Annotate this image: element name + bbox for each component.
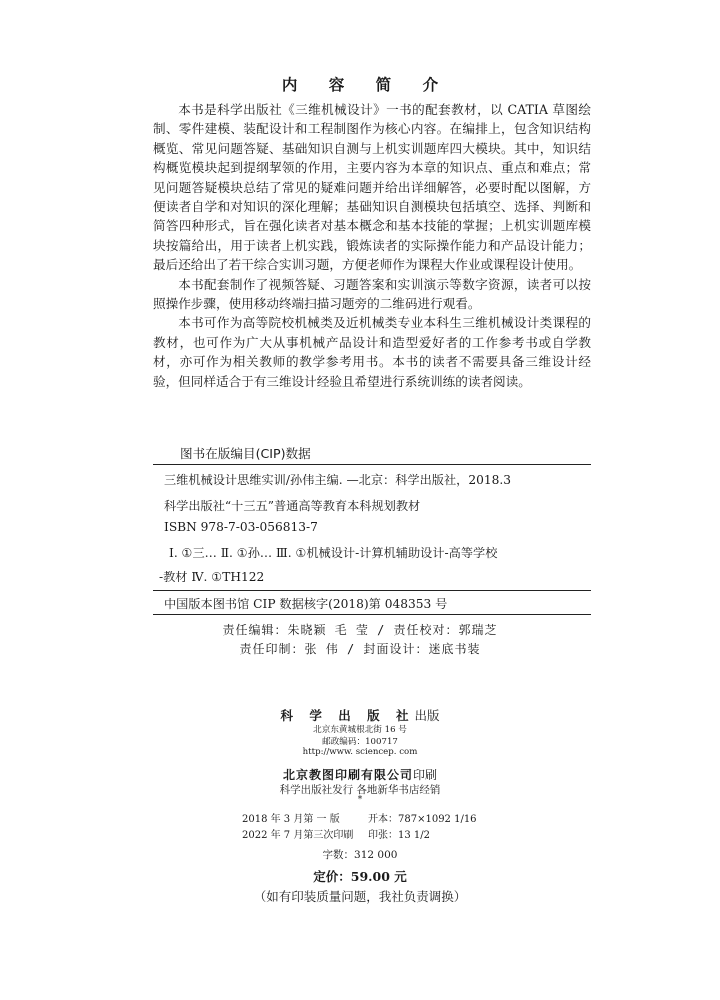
printing-date: 2022 年 7 月第三次印刷 [242, 830, 354, 841]
cip-bottom-rule [153, 614, 591, 615]
cip-heading: 图书在版编目(CIP)数据 [180, 446, 311, 461]
print-sheets: 印张：13 1/2 [368, 830, 430, 841]
publisher-name: 科 学 出 版 社 [280, 708, 415, 723]
credits-production: 责任印制：张 伟 / 封面设计：迷底书装 [239, 642, 481, 656]
credits-editors: 责任编辑：朱晓颖 毛 莹 / 责任校对：郭瑞芝 [222, 623, 498, 637]
intro-title: 内 容 简 介 [281, 75, 452, 94]
printer-name: 北京教图印刷有限公司 [282, 768, 413, 782]
quality-note: （如有印装质量问题，我社负责调换） [253, 889, 467, 904]
publisher-line [0, 706, 720, 724]
publisher-postcode: 邮政编码：100717 [322, 737, 398, 747]
separator-star: * [357, 795, 363, 805]
publisher-address: 北京东黄城根北街 16 号 [313, 725, 407, 735]
word-count: 字数：312 000 [322, 849, 398, 861]
cip-classification-line: Ⅰ. ①三… Ⅱ. ①孙… Ⅲ. ①机械设计-计算机辅助设计-高等学校 [169, 546, 498, 560]
cip-number: 中国版本图书馆 CIP 数据核字(2018)第 048353 号 [164, 597, 448, 611]
edition-line [242, 810, 477, 825]
cip-title-line: 三维机械设计思维实训/孙伟主编. —北京：科学出版社，2018.3 [164, 473, 511, 487]
intro-paragraph: 本书是科学出版社《三维机械设计》一书的配套教材，以 CATIA 草图绘制、零件建模、装配设计和工程制图作为核心内容。在编排上，包含知识结构概览、常见问题答疑、基础知识自测与上机实训题库四大模块。其中，知识结构概览模块起到提纲挈领的作用，主要内容为本章的知识点、重点和难点；常见问题答疑模块总结了常见的疑难问题并给出详细解答，必要时配以图解，方便读者自学和对知识的深化理解；基础知识自测模块包括填空、选择、判断和简答四种形式，旨在强化读者对基本概念和基本技能的掌握；上机实训题库模块按篇给出，用于读者上机实践，锻炼读者的实际操作能力和产品设计能力；最后还给出了若干综合实训习题，方便老师作为课程大作业或课程设计使用。 [153, 102, 591, 273]
printer-suffix: 印刷 [413, 768, 438, 782]
cip-middle-rule [153, 590, 591, 591]
cip-classification-line: -教材 Ⅳ. ①TH122 [159, 570, 265, 584]
cip-series-line: 科学出版社“十三五”普通高等教育本科规划教材 [164, 499, 421, 513]
format-size: 开本：787×1092 1/16 [368, 814, 477, 825]
distribution-line: 科学出版社发行 各地新华书店经销 [279, 784, 441, 796]
intro-paragraph: 本书可作为高等院校机械类及近机械类专业本科生三维机械设计类课程的教材，也可作为广大从事机械产品设计和造型爱好者的工作参考书或自学教材，亦可作为相关教师的教学参考用书。本书的读者不需要具备三维设计经验，但同样适合于有三维设计经验且希望进行系统训练的读者阅读。 [153, 315, 591, 389]
publisher-suffix: 出版 [414, 708, 440, 723]
cip-isbn: ISBN 978-7-03-056813-7 [164, 520, 318, 534]
publisher-website: http://www. sciencep. com [302, 747, 418, 757]
printer-line [0, 766, 720, 783]
price: 定价：59.00 元 [313, 869, 407, 884]
printing-line [242, 826, 430, 841]
cip-top-rule [153, 464, 591, 465]
intro-body [153, 100, 591, 391]
edition-date: 2018 年 3 月第 一 版 [242, 814, 340, 825]
intro-paragraph: 本书配套制作了视频答疑、习题答案和实训演示等数字资源，读者可以按照操作步骤，使用移动终端扫描习题旁的二维码进行观看。 [153, 276, 591, 312]
